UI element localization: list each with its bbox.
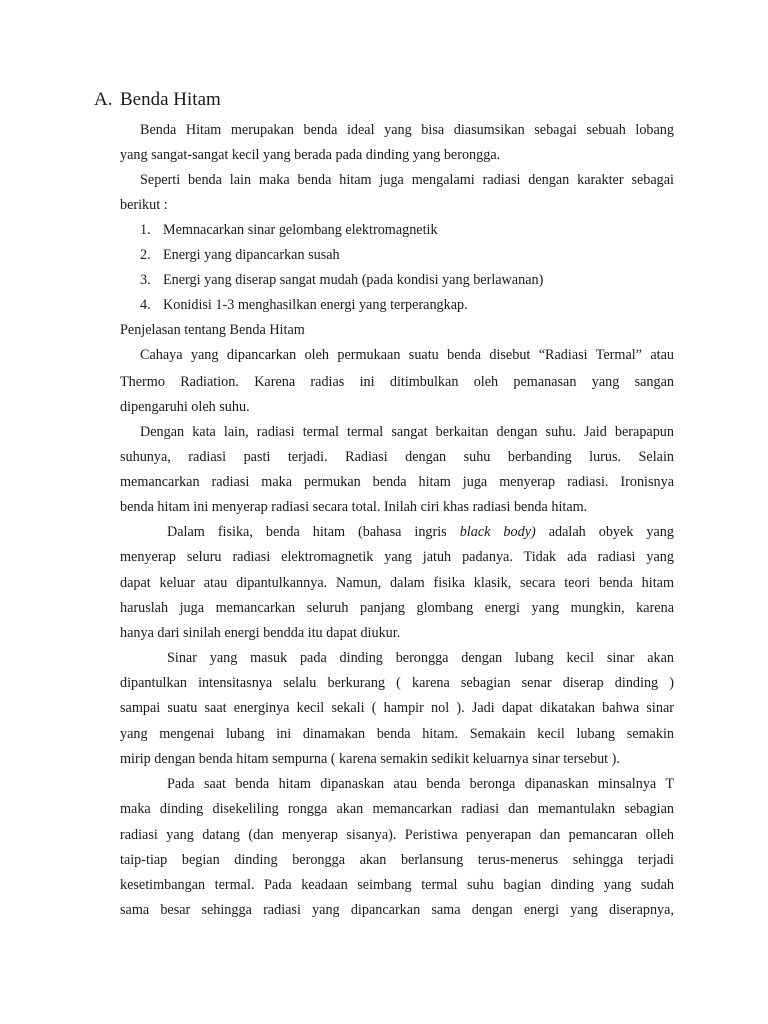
paragraph-line: Sinar yang masuk pada dinding berongga dengan lubang kecil sinar akan bbox=[167, 650, 674, 666]
paragraph-line: hanya dari sinilah energi bendda itu dapat diukur. bbox=[120, 625, 401, 641]
list-item bbox=[140, 246, 694, 264]
section-title: Benda Hitam bbox=[120, 89, 221, 110]
paragraph-line bbox=[167, 523, 674, 541]
paragraph-line: sama besar sehingga radiasi yang dipancarkan sama dengan energi yang diserapnya, bbox=[120, 902, 674, 918]
paragraph-line: suhunya, radiasi pasti terjadi. Radiasi dengan suhu berbanding lurus. Selain bbox=[120, 449, 674, 465]
paragraph-line: Pada saat benda hitam dipanaskan atau benda beronga dipanaskan minsalnya T bbox=[167, 776, 674, 792]
paragraph-line: kesetimbangan termal. Pada keadaan seimbang termal suhu bagian dinding yang sudah bbox=[120, 877, 674, 893]
list-number: 4. bbox=[140, 297, 151, 313]
list-number: 2. bbox=[140, 247, 151, 263]
list-number: 3. bbox=[140, 272, 151, 288]
paragraph-line: Thermo Radiation. Karena radias ini ditimbulkan oleh pemanasan yang sangan bbox=[120, 374, 674, 390]
list-item bbox=[140, 221, 694, 239]
list-number: 1. bbox=[140, 222, 151, 238]
paragraph-line: sampai suatu saat energinya kecil sekali ( hampir nol ). Jadi dapat dikatakan bahwa sinar bbox=[120, 700, 674, 716]
list-item bbox=[140, 271, 694, 289]
paragraph-line: taip-tiap begian dinding berongga akan berlansung terus-menerus sehingga terjadi bbox=[120, 852, 674, 868]
subheading: Penjelasan tentang Benda Hitam bbox=[120, 322, 305, 338]
paragraph-line: dipantulkan intensitasnya selalu berkurang ( karena sebagian senar diserap dinding ) bbox=[120, 675, 674, 691]
paragraph-line: Benda Hitam merupakan benda ideal yang bisa diasumsikan sebagai sebuah lobang bbox=[140, 122, 674, 138]
text-run: Dalam fisika, benda hitam (bahasa ingris bbox=[167, 524, 460, 540]
paragraph-line: dipengaruhi oleh suhu. bbox=[120, 399, 250, 415]
list-text: Memnacarkan sinar gelombang elektromagnetik bbox=[163, 222, 438, 238]
paragraph-line: Dengan kata lain, radiasi termal termal sangat berkaitan dengan suhu. Jaid berapapun bbox=[140, 424, 674, 440]
paragraph-line: memancarkan radiasi maka permukan benda hitam juga menyerap radiasi. Ironisnya bbox=[120, 474, 674, 490]
list-text: Konidisi 1-3 menghasilkan energi yang terperangkap. bbox=[163, 297, 468, 313]
paragraph-line: dapat keluar atau dipantulkannya. Namun, dalam fisika klasik, secara teori benda hitam bbox=[120, 575, 674, 591]
section-heading bbox=[94, 88, 221, 112]
text-run: adalah obyek yang bbox=[535, 524, 674, 540]
paragraph-line: mirip dengan benda hitam sempurna ( karena semakin sedikit keluarnya sinar tersebut ). bbox=[120, 751, 620, 767]
section-number: A. bbox=[94, 89, 113, 110]
paragraph-line: yang sangat-sangat kecil yang berada pada dinding yang berongga. bbox=[120, 147, 501, 163]
paragraph-line: menyerap seluru radiasi elektromagnetik yang jatuh padanya. Tidak ada radiasi yang bbox=[120, 549, 674, 565]
italic-term: black body) bbox=[459, 524, 536, 540]
paragraph-line: berikut : bbox=[120, 197, 168, 213]
paragraph-line: yang mengenai lubang ini dinamakan benda hitam. Semakain kecil lubang semakin bbox=[120, 726, 674, 742]
list-text: Energi yang diserap sangat mudah (pada kondisi yang berlawanan) bbox=[163, 272, 544, 288]
list-item bbox=[140, 296, 694, 314]
paragraph-line: haruslah juga memancarkan seluruh panjang glombang energi yang mungkin, karena bbox=[120, 600, 674, 616]
paragraph-line: maka dinding disekeliling rongga akan memancarkan radiasi dan memantulakn sebagian bbox=[120, 801, 674, 817]
paragraph-line: radiasi yang datang (dan menyerap sisanya). Peristiwa penyerapan dan pemancaran olleh bbox=[120, 827, 674, 843]
list-text: Energi yang dipancarkan susah bbox=[163, 247, 340, 263]
paragraph-line: benda hitam ini menyerap radiasi secara total. Inilah ciri khas radiasi benda hitam. bbox=[120, 499, 588, 515]
paragraph-line: Cahaya yang dipancarkan oleh permukaan suatu benda disebut “Radiasi Termal” atau bbox=[140, 347, 674, 363]
paragraph-line: Seperti benda lain maka benda hitam juga mengalami radiasi dengan karakter sebagai bbox=[140, 172, 674, 188]
